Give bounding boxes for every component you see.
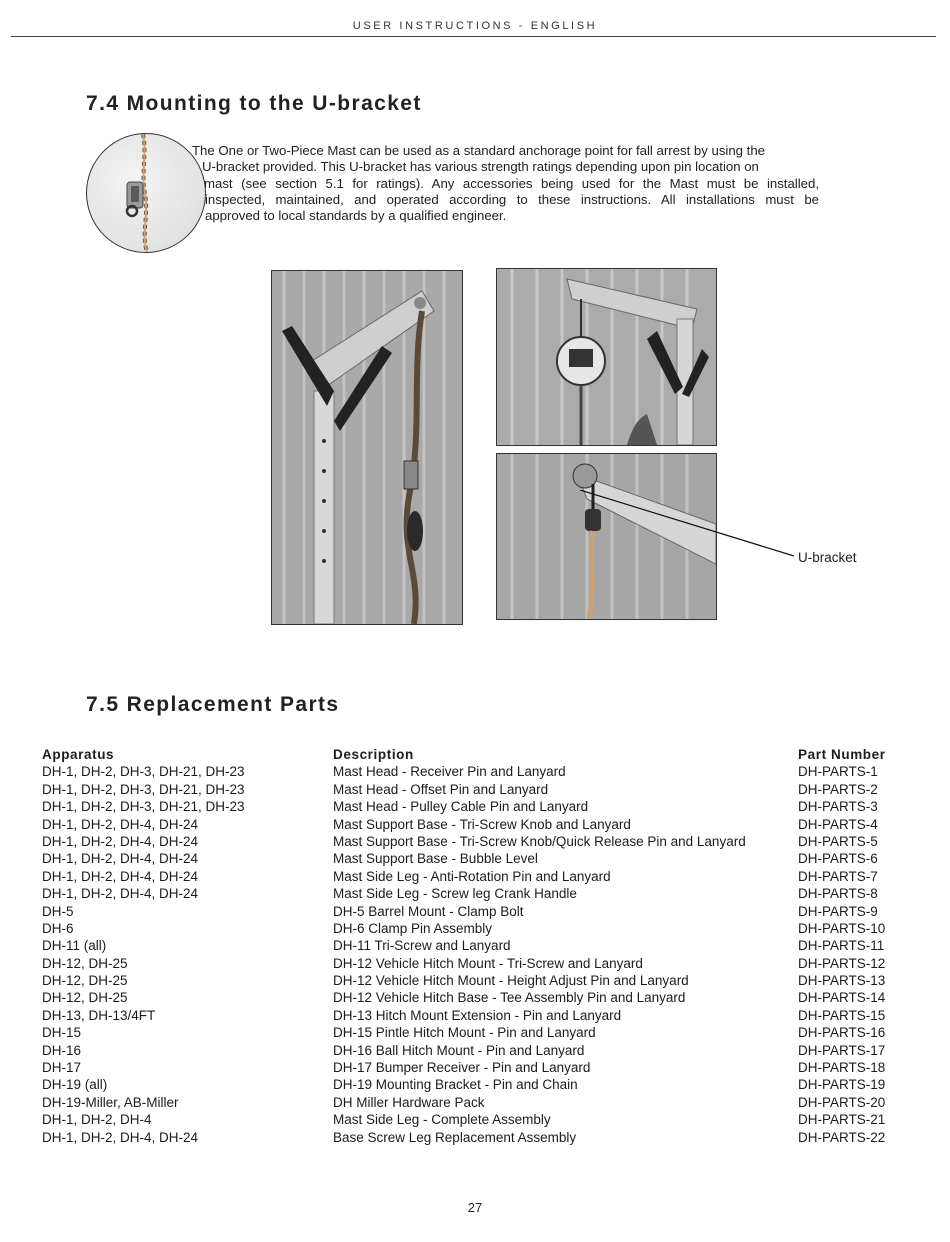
description-cell: DH-17 Bumper Receiver - Pin and Lanyard	[333, 1060, 591, 1076]
apparatus-cell: DH-12, DH-25	[42, 990, 128, 1006]
intro-line: inspected, maintained, and operated according to these instructions. All installations must be	[205, 191, 819, 207]
description-cell: DH-12 Vehicle Hitch Base - Tee Assembly Pin and Lanyard	[333, 990, 686, 1006]
table-row	[42, 885, 912, 902]
description-cell: DH-5 Barrel Mount - Clamp Bolt	[333, 903, 524, 919]
section-title-replacement-parts: 7.5 Replacement Parts	[86, 693, 340, 716]
part-number-cell: DH-PARTS-21	[798, 1112, 886, 1128]
apparatus-cell: DH-19-Miller, AB-Miller	[42, 1094, 179, 1110]
apparatus-cell: DH-1, DH-2, DH-3, DH-21, DH-23	[42, 781, 245, 797]
apparatus-cell: DH-1, DH-2, DH-4, DH-24	[42, 833, 199, 849]
mast-photo-full	[271, 270, 463, 625]
part-number-cell: DH-PARTS-5	[798, 833, 878, 849]
description-cell: DH-15 Pintle Hitch Mount - Pin and Lanyard	[333, 1025, 596, 1041]
part-number-cell: DH-PARTS-7	[798, 868, 878, 884]
description-cell: Base Screw Leg Replacement Assembly	[333, 1129, 577, 1145]
description-cell: DH-12 Vehicle Hitch Mount - Height Adjust Pin and Lanyard	[333, 973, 689, 989]
table-row	[42, 1129, 912, 1146]
description-cell: DH-6 Clamp Pin Assembly	[333, 920, 493, 936]
apparatus-cell: DH-1, DH-2, DH-4, DH-24	[42, 868, 199, 884]
table-row	[42, 798, 912, 815]
part-number-cell: DH-PARTS-3	[798, 799, 878, 815]
description-cell: DH-16 Ball Hitch Mount - Pin and Lanyard	[333, 1042, 585, 1058]
apparatus-cell: DH-5	[42, 903, 74, 919]
intro-line: U-bracket provided. This U-bracket has various strength ratings depending upon pin location on	[202, 159, 759, 175]
table-row	[42, 1111, 912, 1128]
apparatus-cell: DH-6	[42, 920, 74, 936]
table-row	[42, 903, 912, 920]
description-cell: DH-12 Vehicle Hitch Mount - Tri-Screw and Lanyard	[333, 955, 643, 971]
column-header-description: Description	[333, 747, 414, 762]
table-row	[42, 1076, 912, 1093]
description-cell: DH Miller Hardware Pack	[333, 1094, 485, 1110]
section-title-mounting: 7.4 Mounting to the U-bracket	[86, 92, 422, 115]
table-row	[42, 816, 912, 833]
mast-photo-srl	[496, 268, 717, 446]
part-number-cell: DH-PARTS-19	[798, 1077, 886, 1093]
part-number-cell: DH-PARTS-11	[798, 938, 885, 954]
table-row	[42, 1059, 912, 1076]
description-cell: Mast Support Base - Bubble Level	[333, 851, 538, 867]
apparatus-cell: DH-12, DH-25	[42, 973, 128, 989]
apparatus-cell: DH-1, DH-2, DH-3, DH-21, DH-23	[42, 764, 245, 780]
description-cell: Mast Support Base - Tri-Screw Knob and Lanyard	[333, 816, 631, 832]
description-cell: Mast Side Leg - Anti-Rotation Pin and Lanyard	[333, 868, 611, 884]
apparatus-cell: DH-13, DH-13/4FT	[42, 1007, 156, 1023]
part-number-cell: DH-PARTS-9	[798, 903, 878, 919]
apparatus-cell: DH-19 (all)	[42, 1077, 108, 1093]
page-number: 27	[467, 1200, 483, 1215]
part-number-cell: DH-PARTS-17	[798, 1042, 886, 1058]
description-cell: DH-19 Mounting Bracket - Pin and Chain	[333, 1077, 578, 1093]
intro-line: approved to local standards by a qualified engineer.	[205, 208, 507, 224]
apparatus-cell: DH-1, DH-2, DH-3, DH-21, DH-23	[42, 799, 245, 815]
rope-grab-icon	[86, 133, 206, 253]
apparatus-cell: DH-12, DH-25	[42, 955, 128, 971]
intro-line: The One or Two-Piece Mast can be used as a standard anchorage point for fall arrest by using the	[192, 143, 766, 158]
description-cell: Mast Support Base - Tri-Screw Knob/Quick Release Pin and Lanyard	[333, 833, 746, 849]
part-number-cell: DH-PARTS-2	[798, 781, 878, 797]
description-cell: Mast Head - Offset Pin and Lanyard	[333, 781, 549, 797]
table-row	[42, 937, 912, 954]
table-row	[42, 763, 912, 780]
description-cell: Mast Head - Pulley Cable Pin and Lanyard	[333, 799, 589, 815]
part-number-cell: DH-PARTS-16	[798, 1025, 886, 1041]
part-number-cell: DH-PARTS-4	[798, 816, 878, 832]
u-bracket-callout-line	[580, 490, 800, 560]
intro-line: mast (see section 5.1 for ratings). Any accessories being used for the Mast must be installed,	[204, 175, 819, 191]
table-row	[42, 850, 912, 867]
column-header-part-number: Part Number	[798, 747, 886, 762]
apparatus-cell: DH-15	[42, 1025, 82, 1041]
part-number-cell: DH-PARTS-13	[798, 973, 886, 989]
table-row	[42, 989, 912, 1006]
apparatus-cell: DH-1, DH-2, DH-4, DH-24	[42, 886, 199, 902]
u-bracket-label: U-bracket	[798, 550, 857, 565]
apparatus-cell: DH-1, DH-2, DH-4	[42, 1112, 152, 1128]
table-row	[42, 1042, 912, 1059]
apparatus-cell: DH-1, DH-2, DH-4, DH-24	[42, 1129, 199, 1145]
table-row	[42, 1024, 912, 1041]
column-header-apparatus: Apparatus	[42, 747, 115, 762]
apparatus-cell: DH-16	[42, 1042, 82, 1058]
table-row	[42, 781, 912, 798]
table-row	[42, 868, 912, 885]
part-number-cell: DH-PARTS-14	[798, 990, 886, 1006]
header-rule	[11, 36, 936, 37]
apparatus-cell: DH-1, DH-2, DH-4, DH-24	[42, 851, 199, 867]
description-cell: Mast Side Leg - Screw leg Crank Handle	[333, 886, 577, 902]
part-number-cell: DH-PARTS-6	[798, 851, 878, 867]
description-cell: DH-13 Hitch Mount Extension - Pin and Lanyard	[333, 1007, 622, 1023]
part-number-cell: DH-PARTS-1	[798, 764, 878, 780]
description-cell: Mast Head - Receiver Pin and Lanyard	[333, 764, 566, 780]
apparatus-cell: DH-1, DH-2, DH-4, DH-24	[42, 816, 199, 832]
table-row	[42, 1007, 912, 1024]
table-row	[42, 833, 912, 850]
table-row	[42, 955, 912, 972]
part-number-cell: DH-PARTS-22	[798, 1129, 886, 1145]
table-row	[42, 1094, 912, 1111]
description-cell: DH-11 Tri-Screw and Lanyard	[333, 938, 511, 954]
part-number-cell: DH-PARTS-8	[798, 886, 878, 902]
page-header: USER INSTRUCTIONS - ENGLISH	[352, 20, 598, 32]
part-number-cell: DH-PARTS-12	[798, 955, 886, 971]
table-row	[42, 972, 912, 989]
intro-paragraph	[192, 143, 819, 224]
table-row	[42, 920, 912, 937]
table-header-row	[42, 746, 912, 763]
part-number-cell: DH-PARTS-10	[798, 920, 886, 936]
part-number-cell: DH-PARTS-20	[798, 1094, 886, 1110]
replacement-parts-table	[42, 746, 912, 1146]
part-number-cell: DH-PARTS-15	[798, 1007, 886, 1023]
part-number-cell: DH-PARTS-18	[798, 1060, 886, 1076]
apparatus-cell: DH-17	[42, 1060, 82, 1076]
description-cell: Mast Side Leg - Complete Assembly	[333, 1112, 551, 1128]
apparatus-cell: DH-11 (all)	[42, 938, 107, 954]
